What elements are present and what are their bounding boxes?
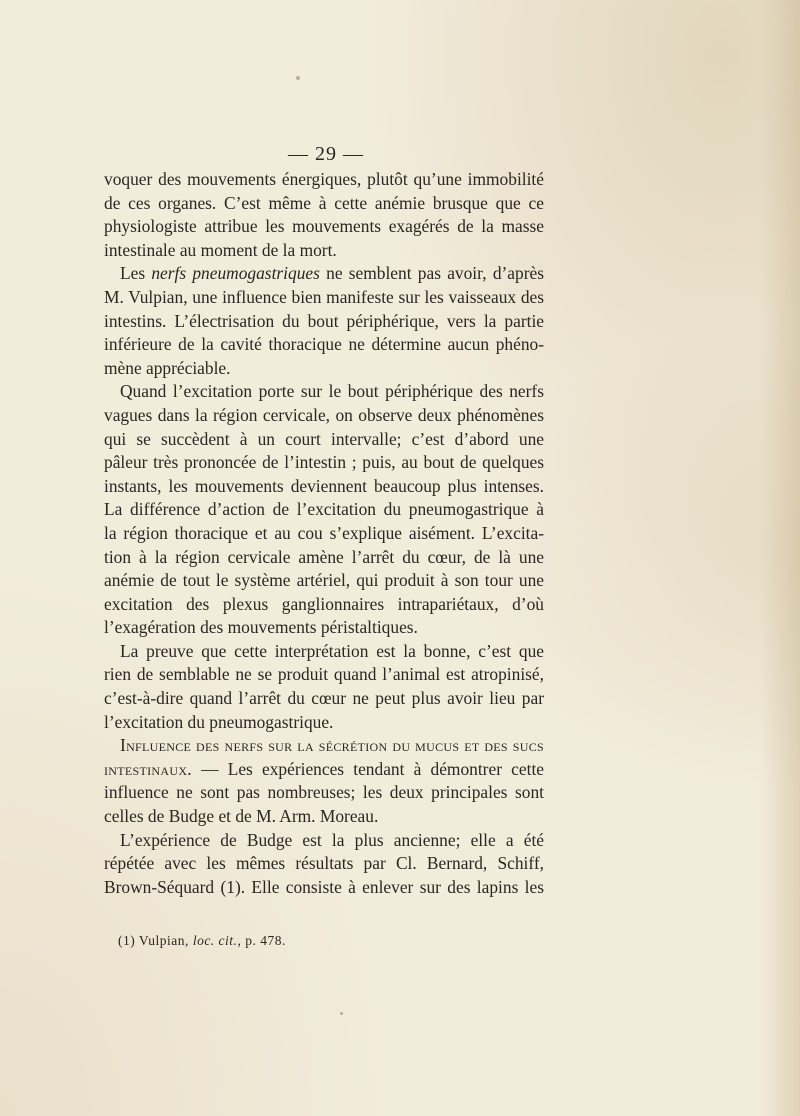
text-line: tion à la région cervicale amène l’arrêt du cœur, de là une [104, 546, 544, 567]
paragraph [104, 168, 544, 262]
page-number: — 29 — [288, 143, 364, 165]
text-run: Les [120, 263, 152, 284]
footnote-text: , p. 478. [237, 933, 286, 948]
section-heading: Influence des nerfs sur la sécrétion du mucus et des sucs [120, 735, 544, 756]
text-line: c’est-à-dire quand l’arrêt du cœur ne peut plus avoir lieu par [104, 688, 544, 709]
text-line: inférieure de la cavité thoracique ne détermine aucun phéno- [104, 334, 544, 355]
body-text [104, 168, 544, 899]
footnote-marker: (1) Vulpian, [118, 933, 193, 948]
paragraph [104, 262, 544, 380]
text-line: Brown-Séquard (1). Elle consiste à enlever sur des lapins les [104, 876, 544, 897]
text-line: intestins. L’électrisation du bout périphérique, vers la partie [104, 310, 544, 331]
paragraph [104, 640, 544, 734]
paragraph [104, 829, 544, 900]
text-line: mène appréciable. [104, 357, 231, 378]
text-line: rien de semblable ne se produit quand l’animal est atropinisé, [104, 664, 544, 685]
text-line: celles de Budge et de M. Arm. Moreau. [104, 806, 379, 827]
text-line: l’excitation du pneumogastrique. [104, 711, 334, 732]
paper-speck [296, 76, 300, 80]
text-line: la région thoracique et au cou s’explique aisément. L’excita- [104, 522, 544, 543]
footnote-italic: loc. cit. [192, 933, 238, 948]
section-heading-continued: intestinaux. [104, 758, 192, 779]
text-line [104, 262, 544, 286]
text-run: ne semblent pas avoir, d’après [319, 263, 544, 284]
paragraph [104, 380, 544, 640]
paper-speck [340, 1012, 343, 1015]
text-line: répétée avec les mêmes résultats par Cl. Bernard, Schiff, [104, 853, 544, 874]
text-line: influence ne sont pas nombreuses; les deux principales sont [104, 782, 544, 803]
text-line: intestinale au moment de la mort. [104, 239, 337, 260]
text-line: voquer des mouvements énergiques, plutôt qu’une immobilité [104, 169, 544, 189]
text-line: anémie de tout le système artériel, qui produit à son tour une [104, 570, 544, 591]
text-line: instants, les mouvements deviennent beaucoup plus intenses. [104, 475, 544, 496]
text-line: qui se succèdent à un court intervalle; c’est d’abord une [104, 428, 544, 449]
text-line [104, 758, 544, 782]
footnote [118, 933, 286, 949]
text-line: physiologiste attribue les mouvements exagérés de la masse [104, 216, 544, 237]
text-line: Quand l’excitation porte sur le bout périphérique des nerfs [120, 381, 544, 402]
text-line: excitation des plexus ganglionnaires intrapariétaux, d’où [104, 593, 544, 614]
text-line: La preuve que cette interprétation est la bonne, c’est que [120, 640, 544, 661]
text-line: de ces organes. C’est même à cette anémie brusque que ce [104, 192, 544, 213]
page-edge-shading [760, 0, 800, 1116]
text-line: l’exagération des mouvements péristaltiques. [104, 617, 418, 638]
text-line: pâleur très prononcée de l’intestin ; puis, au bout de quelques [104, 452, 544, 473]
text-run: — Les expériences tendant à démontrer cette [191, 758, 544, 779]
section-paragraph [104, 734, 544, 828]
text-line: M. Vulpian, une influence bien manifeste sur les vaisseaux des [104, 286, 544, 307]
text-line: L’expérience de Budge est la plus ancienne; elle a été [120, 829, 544, 850]
italic-term: nerfs pneumogastriques [151, 263, 320, 284]
text-line: La différence d’action de l’excitation du pneumogastrique à [104, 499, 544, 520]
text-line: vagues dans la région cervicale, on observe deux phénomènes [104, 404, 544, 425]
